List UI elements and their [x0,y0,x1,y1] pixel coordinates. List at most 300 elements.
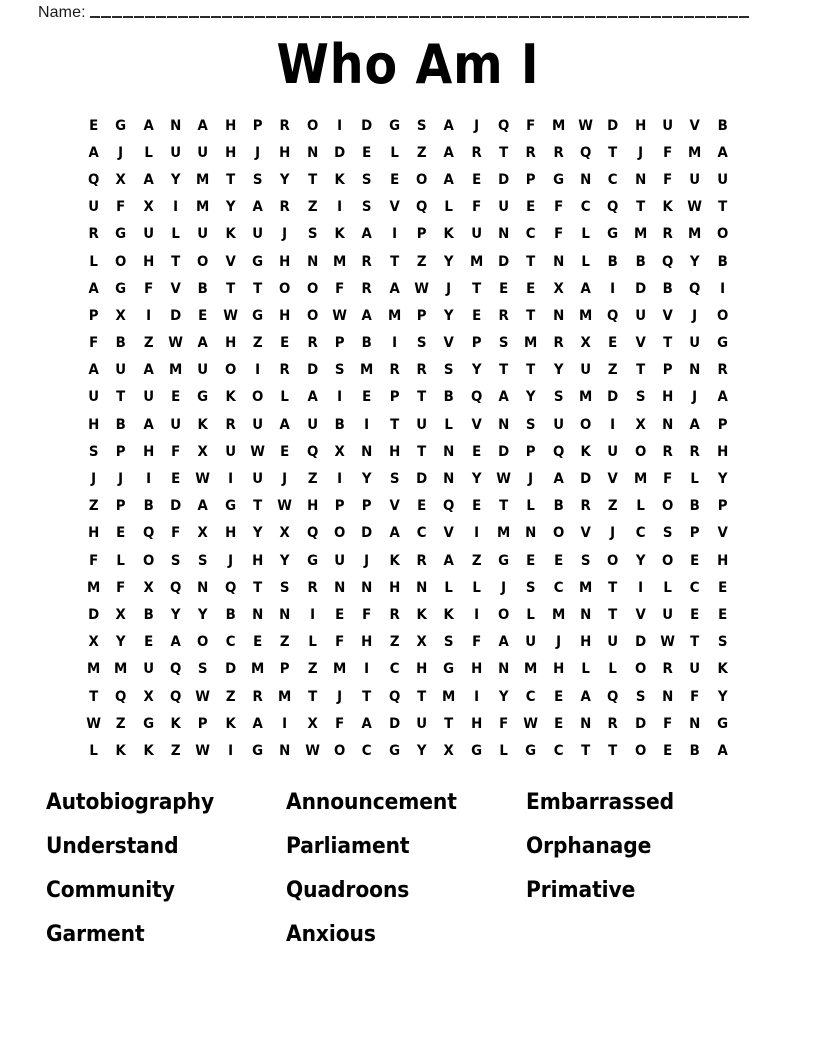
grid-letter[interactable]: O [115,253,127,270]
grid-letter[interactable]: G [252,253,264,270]
grid-letter[interactable]: T [635,362,645,379]
grid-letter[interactable]: U [498,199,509,216]
grid-letter[interactable]: A [143,416,154,433]
grid-letter[interactable]: L [390,144,399,161]
grid-letter[interactable]: L [581,661,590,678]
grid-letter[interactable]: Z [471,552,482,569]
grid-letter[interactable]: I [637,579,643,596]
grid-letter[interactable]: F [116,199,126,216]
grid-letter[interactable]: Y [471,471,482,488]
grid-letter[interactable]: K [170,715,181,732]
grid-letter[interactable]: J [446,280,452,297]
grid-letter[interactable]: B [689,742,700,759]
grid-letter[interactable]: M [524,661,538,678]
grid-letter[interactable]: P [334,498,345,515]
grid-letter[interactable]: R [307,335,318,352]
grid-letter[interactable]: E [690,552,700,569]
grid-letter[interactable]: M [578,307,593,324]
grid-letter[interactable]: A [443,117,455,134]
grid-letter[interactable]: K [197,416,209,433]
grid-letter[interactable]: F [526,117,536,134]
grid-letter[interactable]: E [143,634,153,651]
grid-letter[interactable]: Q [224,579,236,596]
grid-letter[interactable]: D [580,471,592,488]
grid-letter[interactable]: I [719,280,725,297]
grid-letter[interactable]: Y [444,307,454,324]
grid-letter[interactable]: Z [307,471,318,488]
grid-letter[interactable]: Y [225,199,236,216]
grid-letter[interactable]: Q [388,688,400,705]
grid-letter[interactable]: Y [717,688,728,705]
grid-letter[interactable]: F [553,199,563,216]
grid-letter[interactable]: G [552,171,564,188]
grid-letter[interactable]: X [279,525,291,542]
grid-letter[interactable]: T [89,688,99,705]
grid-letter[interactable]: U [607,634,619,651]
grid-letter[interactable]: C [362,742,372,759]
grid-letter[interactable]: M [196,171,210,188]
grid-letter[interactable]: G [443,661,455,678]
grid-letter[interactable]: Z [170,742,181,759]
grid-letter[interactable]: H [388,443,400,460]
grid-letter[interactable]: X [197,443,209,460]
grid-letter[interactable]: N [279,742,291,759]
grid-letter[interactable]: T [526,362,536,379]
grid-letter[interactable]: U [416,715,428,732]
grid-letter[interactable]: T [499,362,509,379]
grid-letter[interactable]: V [389,199,400,216]
grid-letter[interactable]: U [142,226,154,243]
grid-letter[interactable]: G [716,335,728,352]
grid-letter[interactable]: D [634,634,646,651]
grid-letter[interactable]: G [525,742,537,759]
grid-letter[interactable]: Q [415,199,428,216]
grid-letter[interactable]: R [580,498,591,515]
grid-letter[interactable]: H [661,389,674,406]
grid-letter[interactable]: C [526,688,536,705]
grid-letter[interactable]: X [334,443,345,460]
grid-letter[interactable]: T [635,199,645,216]
grid-letter[interactable]: D [306,362,318,379]
grid-letter[interactable]: M [250,661,265,678]
grid-letter[interactable]: Y [116,634,126,651]
grid-letter[interactable]: N [443,443,455,460]
grid-letter[interactable]: N [498,416,510,433]
grid-letter[interactable]: K [225,389,236,406]
grid-letter[interactable]: A [498,389,509,406]
grid-letter[interactable]: D [361,525,373,542]
grid-letter[interactable]: J [692,307,698,324]
grid-letter[interactable]: S [635,688,646,705]
grid-letter[interactable]: F [662,715,673,732]
grid-letter[interactable]: M [469,253,483,270]
grid-letter[interactable]: L [444,199,454,216]
grid-letter[interactable]: J [337,688,343,705]
grid-letter[interactable]: N [525,525,537,542]
grid-letter[interactable]: Y [553,362,564,379]
grid-letter[interactable]: A [443,144,455,161]
grid-letter[interactable]: I [337,389,343,406]
grid-letter[interactable]: Q [661,253,674,270]
grid-letter[interactable]: H [224,335,236,352]
grid-letter[interactable]: R [471,144,482,161]
grid-letter[interactable]: A [443,552,455,569]
grid-letter[interactable]: M [578,579,593,596]
grid-letter[interactable]: F [116,579,126,596]
grid-letter[interactable]: D [334,144,346,161]
grid-letter[interactable]: S [635,389,646,406]
grid-letter[interactable]: G [252,307,264,324]
grid-letter[interactable]: N [552,307,564,324]
grid-letter[interactable]: C [553,579,564,596]
grid-letter[interactable]: W [496,471,511,488]
grid-letter[interactable]: T [417,688,427,705]
grid-letter[interactable]: V [607,471,619,488]
grid-letter[interactable]: E [662,742,673,759]
grid-letter[interactable]: M [688,226,702,243]
grid-letter[interactable]: X [307,715,318,732]
grid-letter[interactable]: S [198,552,208,569]
grid-letter[interactable]: Z [608,498,618,515]
grid-letter[interactable]: R [662,661,673,678]
grid-letter[interactable]: Z [116,715,126,732]
grid-letter[interactable]: R [662,443,673,460]
grid-letter[interactable]: O [552,525,564,542]
grid-letter[interactable]: C [635,525,646,542]
word-list-item[interactable]: Primative [526,877,636,903]
grid-letter[interactable]: F [471,199,481,216]
grid-letter[interactable]: H [716,552,728,569]
grid-letter[interactable]: M [332,253,347,270]
grid-letter[interactable]: V [662,307,673,324]
grid-letter[interactable]: S [444,634,454,651]
grid-letter[interactable]: C [416,525,427,542]
name-input-blank[interactable] [90,2,750,17]
grid-letter[interactable]: D [170,498,182,515]
grid-letter[interactable]: I [337,117,343,134]
grid-letter[interactable]: J [118,471,124,488]
grid-letter[interactable]: O [224,362,236,379]
grid-letter[interactable]: P [526,171,536,188]
grid-letter[interactable]: B [662,280,673,297]
grid-letter[interactable]: A [580,688,591,705]
grid-letter[interactable]: E [198,307,208,324]
grid-letter[interactable]: T [417,389,427,406]
grid-letter[interactable]: V [443,335,455,352]
grid-letter[interactable]: O [279,280,291,297]
grid-letter[interactable]: S [362,199,372,216]
grid-letter[interactable]: E [417,498,427,515]
grid-letter[interactable]: H [306,498,318,515]
grid-letter[interactable]: F [471,634,481,651]
grid-letter[interactable]: S [389,471,400,488]
grid-letter[interactable]: U [716,171,728,188]
grid-letter[interactable]: A [389,525,400,542]
grid-letter[interactable]: L [526,606,536,623]
grid-letter[interactable]: W [414,280,429,297]
grid-letter[interactable]: D [607,117,619,134]
grid-letter[interactable]: J [255,144,261,161]
grid-letter[interactable]: I [364,661,370,678]
grid-letter[interactable]: D [88,606,100,623]
grid-letter[interactable]: Z [307,661,318,678]
grid-letter[interactable]: V [471,416,482,433]
grid-letter[interactable]: H [470,715,482,732]
grid-letter[interactable]: F [143,280,153,297]
grid-letter[interactable]: N [579,715,592,732]
grid-letter[interactable]: U [252,416,264,433]
grid-letter[interactable]: S [198,661,208,678]
grid-letter[interactable]: M [169,362,183,379]
grid-letter[interactable]: H [88,416,100,433]
grid-letter[interactable]: Q [497,117,510,134]
grid-letter[interactable]: K [143,742,154,759]
word-list-item[interactable]: Announcement [286,789,457,815]
grid-letter[interactable]: I [364,416,370,433]
grid-letter[interactable]: W [222,307,238,324]
grid-letter[interactable]: D [224,661,236,678]
grid-letter[interactable]: H [716,443,728,460]
grid-letter[interactable]: T [471,280,481,297]
grid-letter[interactable]: Z [608,362,618,379]
grid-letter[interactable]: U [607,443,619,460]
grid-letter[interactable]: P [471,335,482,352]
grid-letter[interactable]: T [253,579,263,596]
grid-letter[interactable]: M [360,362,374,379]
grid-letter[interactable]: Z [416,253,427,270]
grid-letter[interactable]: Q [306,443,318,460]
grid-letter[interactable]: S [526,416,536,433]
grid-letter[interactable]: W [332,307,347,324]
grid-letter[interactable]: W [195,742,211,759]
grid-letter[interactable]: T [608,579,618,596]
grid-letter[interactable]: D [634,280,646,297]
grid-letter[interactable]: G [115,117,127,134]
grid-letter[interactable]: G [607,226,619,243]
grid-letter[interactable]: N [552,253,564,270]
grid-letter[interactable]: T [362,688,372,705]
grid-letter[interactable]: I [473,606,479,623]
grid-letter[interactable]: U [224,443,236,460]
grid-letter[interactable]: Q [169,688,182,705]
grid-letter[interactable]: E [526,280,536,297]
grid-letter[interactable]: P [116,443,126,460]
grid-letter[interactable]: U [552,416,564,433]
grid-letter[interactable]: W [687,199,703,216]
grid-letter[interactable]: F [89,335,99,352]
grid-letter[interactable]: Y [416,742,427,759]
grid-letter[interactable]: E [280,335,290,352]
grid-letter[interactable]: W [578,117,593,134]
grid-letter[interactable]: B [689,498,700,515]
grid-letter[interactable]: X [635,416,646,433]
grid-letter[interactable]: F [335,715,345,732]
grid-letter[interactable]: Y [280,552,290,569]
grid-letter[interactable]: G [115,226,127,243]
grid-letter[interactable]: N [498,661,510,678]
grid-letter[interactable]: D [416,471,428,488]
grid-letter[interactable]: P [717,498,728,515]
grid-letter[interactable]: U [689,335,701,352]
grid-letter[interactable]: I [473,525,479,542]
grid-letter[interactable]: A [197,335,209,352]
grid-letter[interactable]: E [553,688,563,705]
grid-letter[interactable]: R [225,416,236,433]
grid-letter[interactable]: R [279,362,291,379]
grid-letter[interactable]: M [688,144,702,161]
grid-letter[interactable]: Y [280,171,290,188]
word-list-item[interactable]: Parliament [286,833,410,859]
grid-letter[interactable]: Y [471,362,482,379]
word-list-item[interactable]: Quadroons [286,877,410,903]
grid-letter[interactable]: V [689,117,701,134]
grid-letter[interactable]: U [197,226,209,243]
grid-letter[interactable]: G [197,389,209,406]
grid-letter[interactable]: X [143,688,154,705]
grid-letter[interactable]: M [114,661,128,678]
grid-letter[interactable]: B [334,416,345,433]
grid-letter[interactable]: K [334,226,345,243]
grid-letter[interactable]: F [662,144,673,161]
grid-letter[interactable]: I [255,362,261,379]
grid-letter[interactable]: W [277,498,293,515]
grid-letter[interactable]: W [523,715,539,732]
grid-letter[interactable]: R [553,144,564,161]
grid-letter[interactable]: H [279,253,291,270]
grid-letter[interactable]: X [443,742,455,759]
grid-letter[interactable]: X [553,280,564,297]
grid-letter[interactable]: T [225,280,235,297]
grid-letter[interactable]: R [389,606,400,623]
grid-letter[interactable]: A [197,498,209,515]
grid-letter[interactable]: P [416,307,427,324]
grid-letter[interactable]: W [86,715,102,732]
grid-letter[interactable]: U [580,362,591,379]
grid-letter[interactable]: M [278,688,292,705]
grid-letter[interactable]: E [471,498,481,515]
grid-letter[interactable]: Y [252,525,263,542]
grid-letter[interactable]: L [581,226,590,243]
grid-letter[interactable]: A [389,280,400,297]
grid-letter[interactable]: O [251,389,264,406]
grid-letter[interactable]: P [252,117,263,134]
grid-letter[interactable]: E [717,606,727,623]
grid-letter[interactable]: Q [607,688,619,705]
grid-letter[interactable]: M [196,199,210,216]
grid-letter[interactable]: P [88,307,99,324]
grid-letter[interactable]: A [361,715,373,732]
grid-letter[interactable]: N [689,362,701,379]
grid-letter[interactable]: E [253,634,263,651]
grid-letter[interactable]: D [498,443,510,460]
grid-letter[interactable]: S [307,226,318,243]
grid-letter[interactable]: M [387,307,401,324]
grid-letter[interactable]: Q [689,280,701,297]
grid-letter[interactable]: H [388,579,400,596]
grid-letter[interactable]: D [361,117,373,134]
grid-letter[interactable]: A [88,144,99,161]
grid-letter[interactable]: O [333,525,346,542]
grid-letter[interactable]: A [689,416,701,433]
grid-letter[interactable]: Z [307,199,318,216]
grid-letter[interactable]: T [389,253,399,270]
grid-letter[interactable]: E [526,552,536,569]
grid-letter[interactable]: D [634,715,646,732]
grid-letter[interactable]: N [661,688,674,705]
grid-letter[interactable]: O [306,280,318,297]
grid-letter[interactable]: K [443,226,455,243]
grid-letter[interactable]: Z [252,335,263,352]
grid-letter[interactable]: C [553,742,564,759]
grid-letter[interactable]: H [361,634,373,651]
grid-letter[interactable]: I [337,199,343,216]
grid-letter[interactable]: A [717,742,728,759]
grid-letter[interactable]: A [443,171,455,188]
grid-letter[interactable]: A [553,471,564,488]
grid-letter[interactable]: O [415,171,428,188]
grid-letter[interactable]: J [555,634,561,651]
grid-letter[interactable]: P [389,389,400,406]
grid-letter[interactable]: Z [143,335,154,352]
grid-letter[interactable]: L [308,634,317,651]
grid-letter[interactable]: O [716,226,728,243]
grid-letter[interactable]: R [607,715,619,732]
grid-letter[interactable]: T [608,144,618,161]
grid-letter[interactable]: Q [169,579,182,596]
grid-letter[interactable]: R [361,253,373,270]
grid-letter[interactable]: P [198,715,208,732]
grid-letter[interactable]: S [717,634,728,651]
grid-letter[interactable]: I [610,416,616,433]
grid-letter[interactable]: N [279,606,291,623]
grid-letter[interactable]: X [416,634,427,651]
grid-letter[interactable]: U [252,471,264,488]
grid-letter[interactable]: T [690,634,700,651]
grid-letter[interactable]: A [279,416,291,433]
word-list-item[interactable]: Autobiography [46,789,215,815]
grid-letter[interactable]: K [662,199,673,216]
grid-letter[interactable]: R [662,226,673,243]
grid-letter[interactable]: Y [498,688,509,705]
grid-letter[interactable]: F [362,606,372,623]
grid-letter[interactable]: I [227,471,233,488]
grid-letter[interactable]: Y [444,253,454,270]
grid-letter[interactable]: R [252,688,263,705]
grid-letter[interactable]: S [170,552,181,569]
grid-letter[interactable]: A [252,715,263,732]
grid-letter[interactable]: A [361,226,373,243]
grid-letter[interactable]: A [361,307,373,324]
grid-letter[interactable]: E [362,389,372,406]
grid-letter[interactable]: O [634,443,646,460]
grid-letter[interactable]: M [496,525,511,542]
grid-letter[interactable]: X [115,606,127,623]
grid-letter[interactable]: J [528,471,534,488]
grid-letter[interactable]: K [717,661,728,678]
grid-letter[interactable]: D [170,307,182,324]
grid-letter[interactable]: H [470,661,482,678]
grid-letter[interactable]: T [499,498,509,515]
grid-letter[interactable]: H [416,661,428,678]
grid-letter[interactable]: Q [306,525,318,542]
grid-letter[interactable]: L [526,498,536,515]
grid-letter[interactable]: K [334,171,345,188]
grid-letter[interactable]: E [471,443,481,460]
grid-letter[interactable]: E [362,144,372,161]
grid-letter[interactable]: H [88,525,100,542]
grid-letter[interactable]: R [88,226,99,243]
grid-letter[interactable]: P [717,416,728,433]
